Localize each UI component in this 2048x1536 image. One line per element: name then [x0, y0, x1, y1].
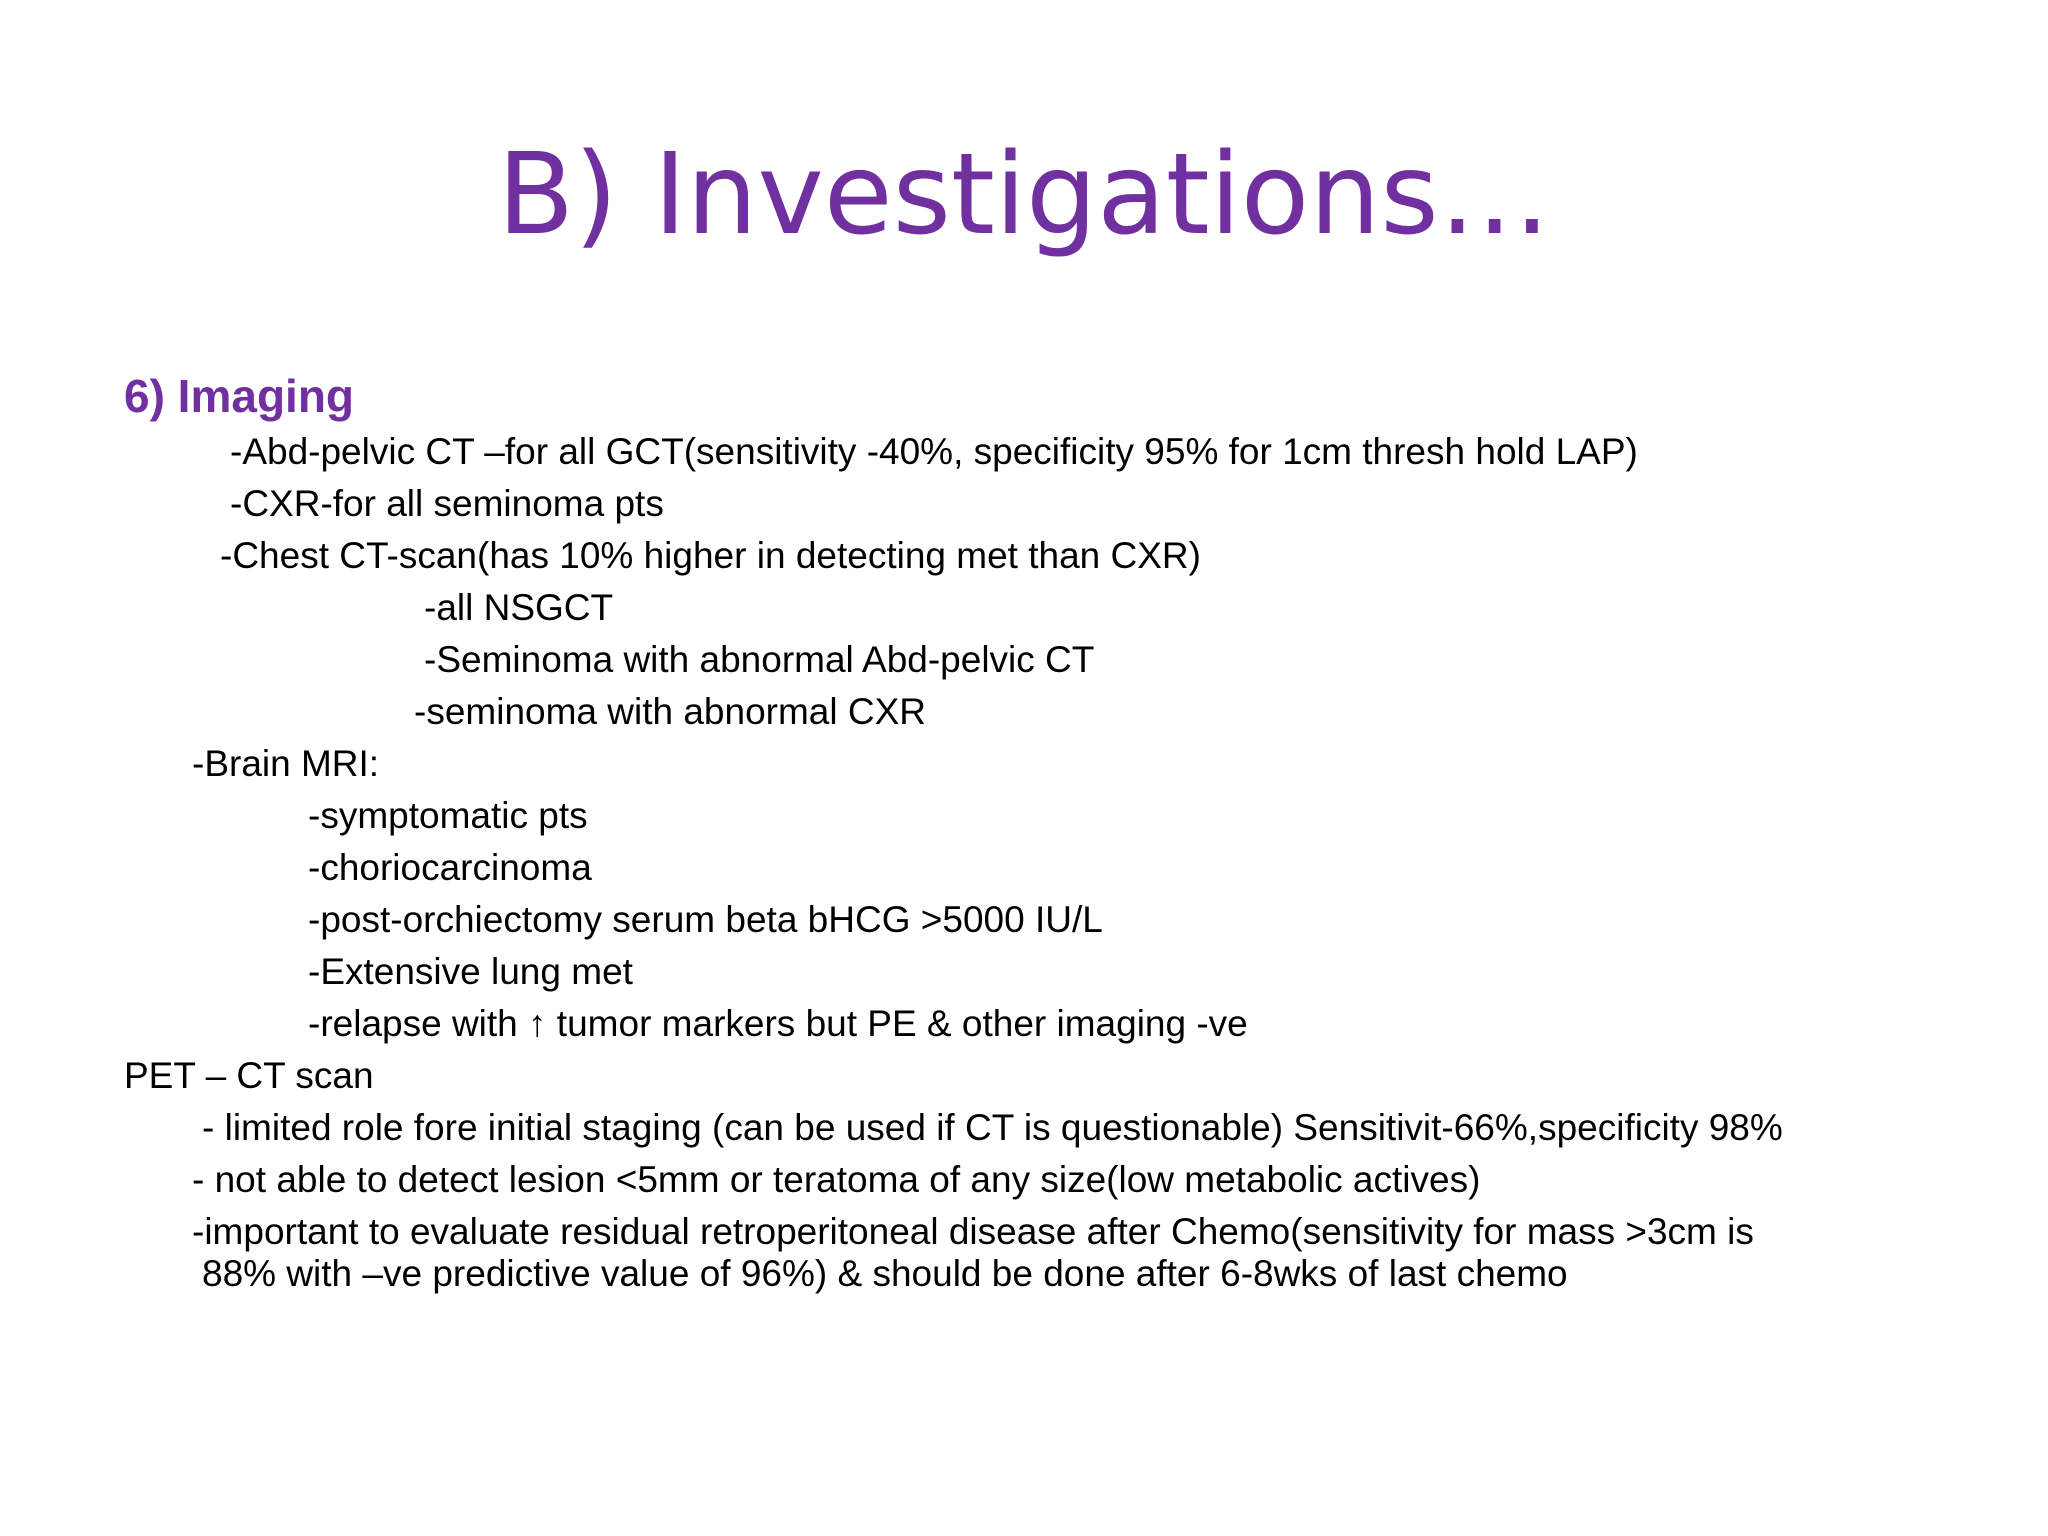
sub-bullet-symptomatic: -symptomatic pts [308, 795, 588, 836]
sub-bullet-bhcg: -post-orchiectomy serum beta bHCG >5000 IU/L [308, 899, 1103, 940]
pet-bullet-important-cont: 88% with –ve predictive value of 96%) & should be done after 6-8wks of last chemo [202, 1253, 1568, 1294]
bullet-cxr: -CXR-for all seminoma pts [230, 483, 664, 524]
sub-bullet-lung-met: -Extensive lung met [308, 951, 633, 992]
slide-title: B) Investigations… [497, 130, 1551, 260]
sub-bullet-nsgct: -all NSGCT [424, 587, 614, 628]
bullet-chest-ct: -Chest CT-scan(has 10% higher in detecting met than CXR) [220, 535, 1201, 576]
bullet-abd-pelvic-ct: -Abd-pelvic CT –for all GCT(sensitivity -40%, specificity 95% for 1cm thresh hold LAP) [230, 431, 1638, 472]
pet-bullet-not-able: - not able to detect lesion <5mm or teratoma of any size(low metabolic actives) [192, 1159, 1481, 1200]
section-heading: 6) Imaging [124, 370, 355, 422]
bullet-brain-mri: -Brain MRI: [192, 743, 380, 784]
sub-bullet-choriocarcinoma: -choriocarcinoma [308, 847, 592, 888]
sub-bullet-seminoma-abd: -Seminoma with abnormal Abd-pelvic CT [424, 639, 1095, 680]
sub-bullet-seminoma-cxr: -seminoma with abnormal CXR [414, 691, 927, 732]
sub-bullet-relapse: -relapse with ↑ tumor markers but PE & other imaging -ve [308, 1003, 1248, 1044]
pet-bullet-important: -important to evaluate residual retroperitoneal disease after Chemo(sensitivity for mass >3cm is [192, 1211, 1754, 1252]
pet-ct-heading: PET – CT scan [124, 1055, 374, 1096]
pet-bullet-limited-role: - limited role fore initial staging (can be used if CT is questionable) Sensitivit-66%,specificity 98% [202, 1107, 1783, 1148]
